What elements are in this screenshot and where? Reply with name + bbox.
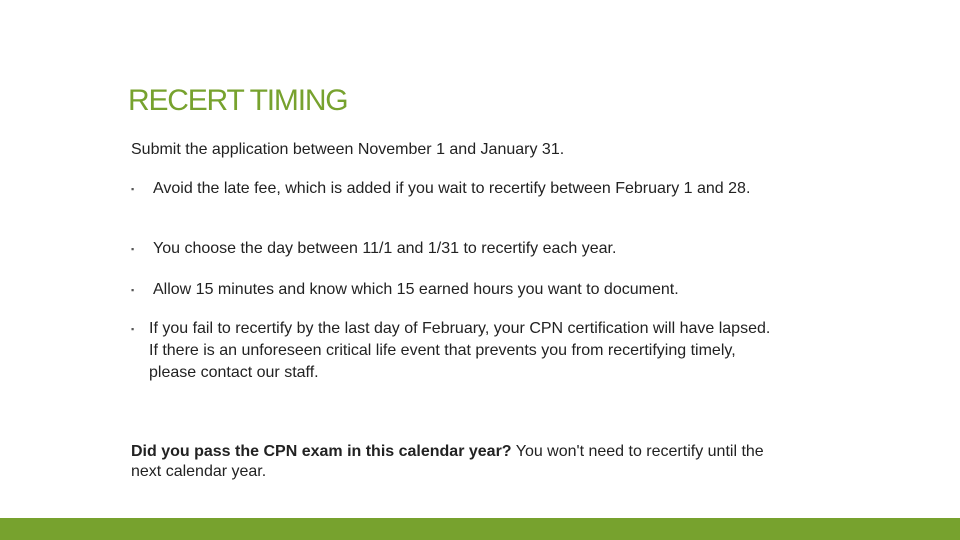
bullet-item [131, 178, 781, 200]
closing-answer: You won't need to recertify until the next calendar year. [131, 443, 764, 480]
square-bullet-icon: ▪ [131, 244, 135, 254]
intro-text: Submit the application between November 1 and January 31. [131, 141, 565, 158]
square-bullet-icon: ▪ [131, 184, 135, 194]
closing-question: Did you pass the CPN exam in this calendar year? [131, 443, 512, 460]
bullet-text: If you fail to recertify by the last day of February, your CPN certification will have lapsed. If there is an unforeseen critical life event that prevents you from recertifying timely, please contact our staff. [149, 320, 771, 381]
closing-note [131, 442, 781, 482]
bullet-item [131, 238, 781, 260]
bullet-text: Avoid the late fee, which is added if you wait to recertify between February 1 and 28. [153, 180, 751, 197]
slide-title: RECERT TIMING [128, 84, 348, 117]
bullet-text: You choose the day between 11/1 and 1/31 to recertify each year. [153, 240, 617, 257]
square-bullet-icon: ▪ [131, 285, 135, 295]
square-bullet-icon: ▪ [131, 324, 135, 334]
bullet-text: Allow 15 minutes and know which 15 earned hours you want to document. [153, 281, 679, 298]
footer-accent-bar [0, 518, 960, 540]
bullet-item [131, 318, 781, 384]
bullet-item [131, 279, 781, 301]
